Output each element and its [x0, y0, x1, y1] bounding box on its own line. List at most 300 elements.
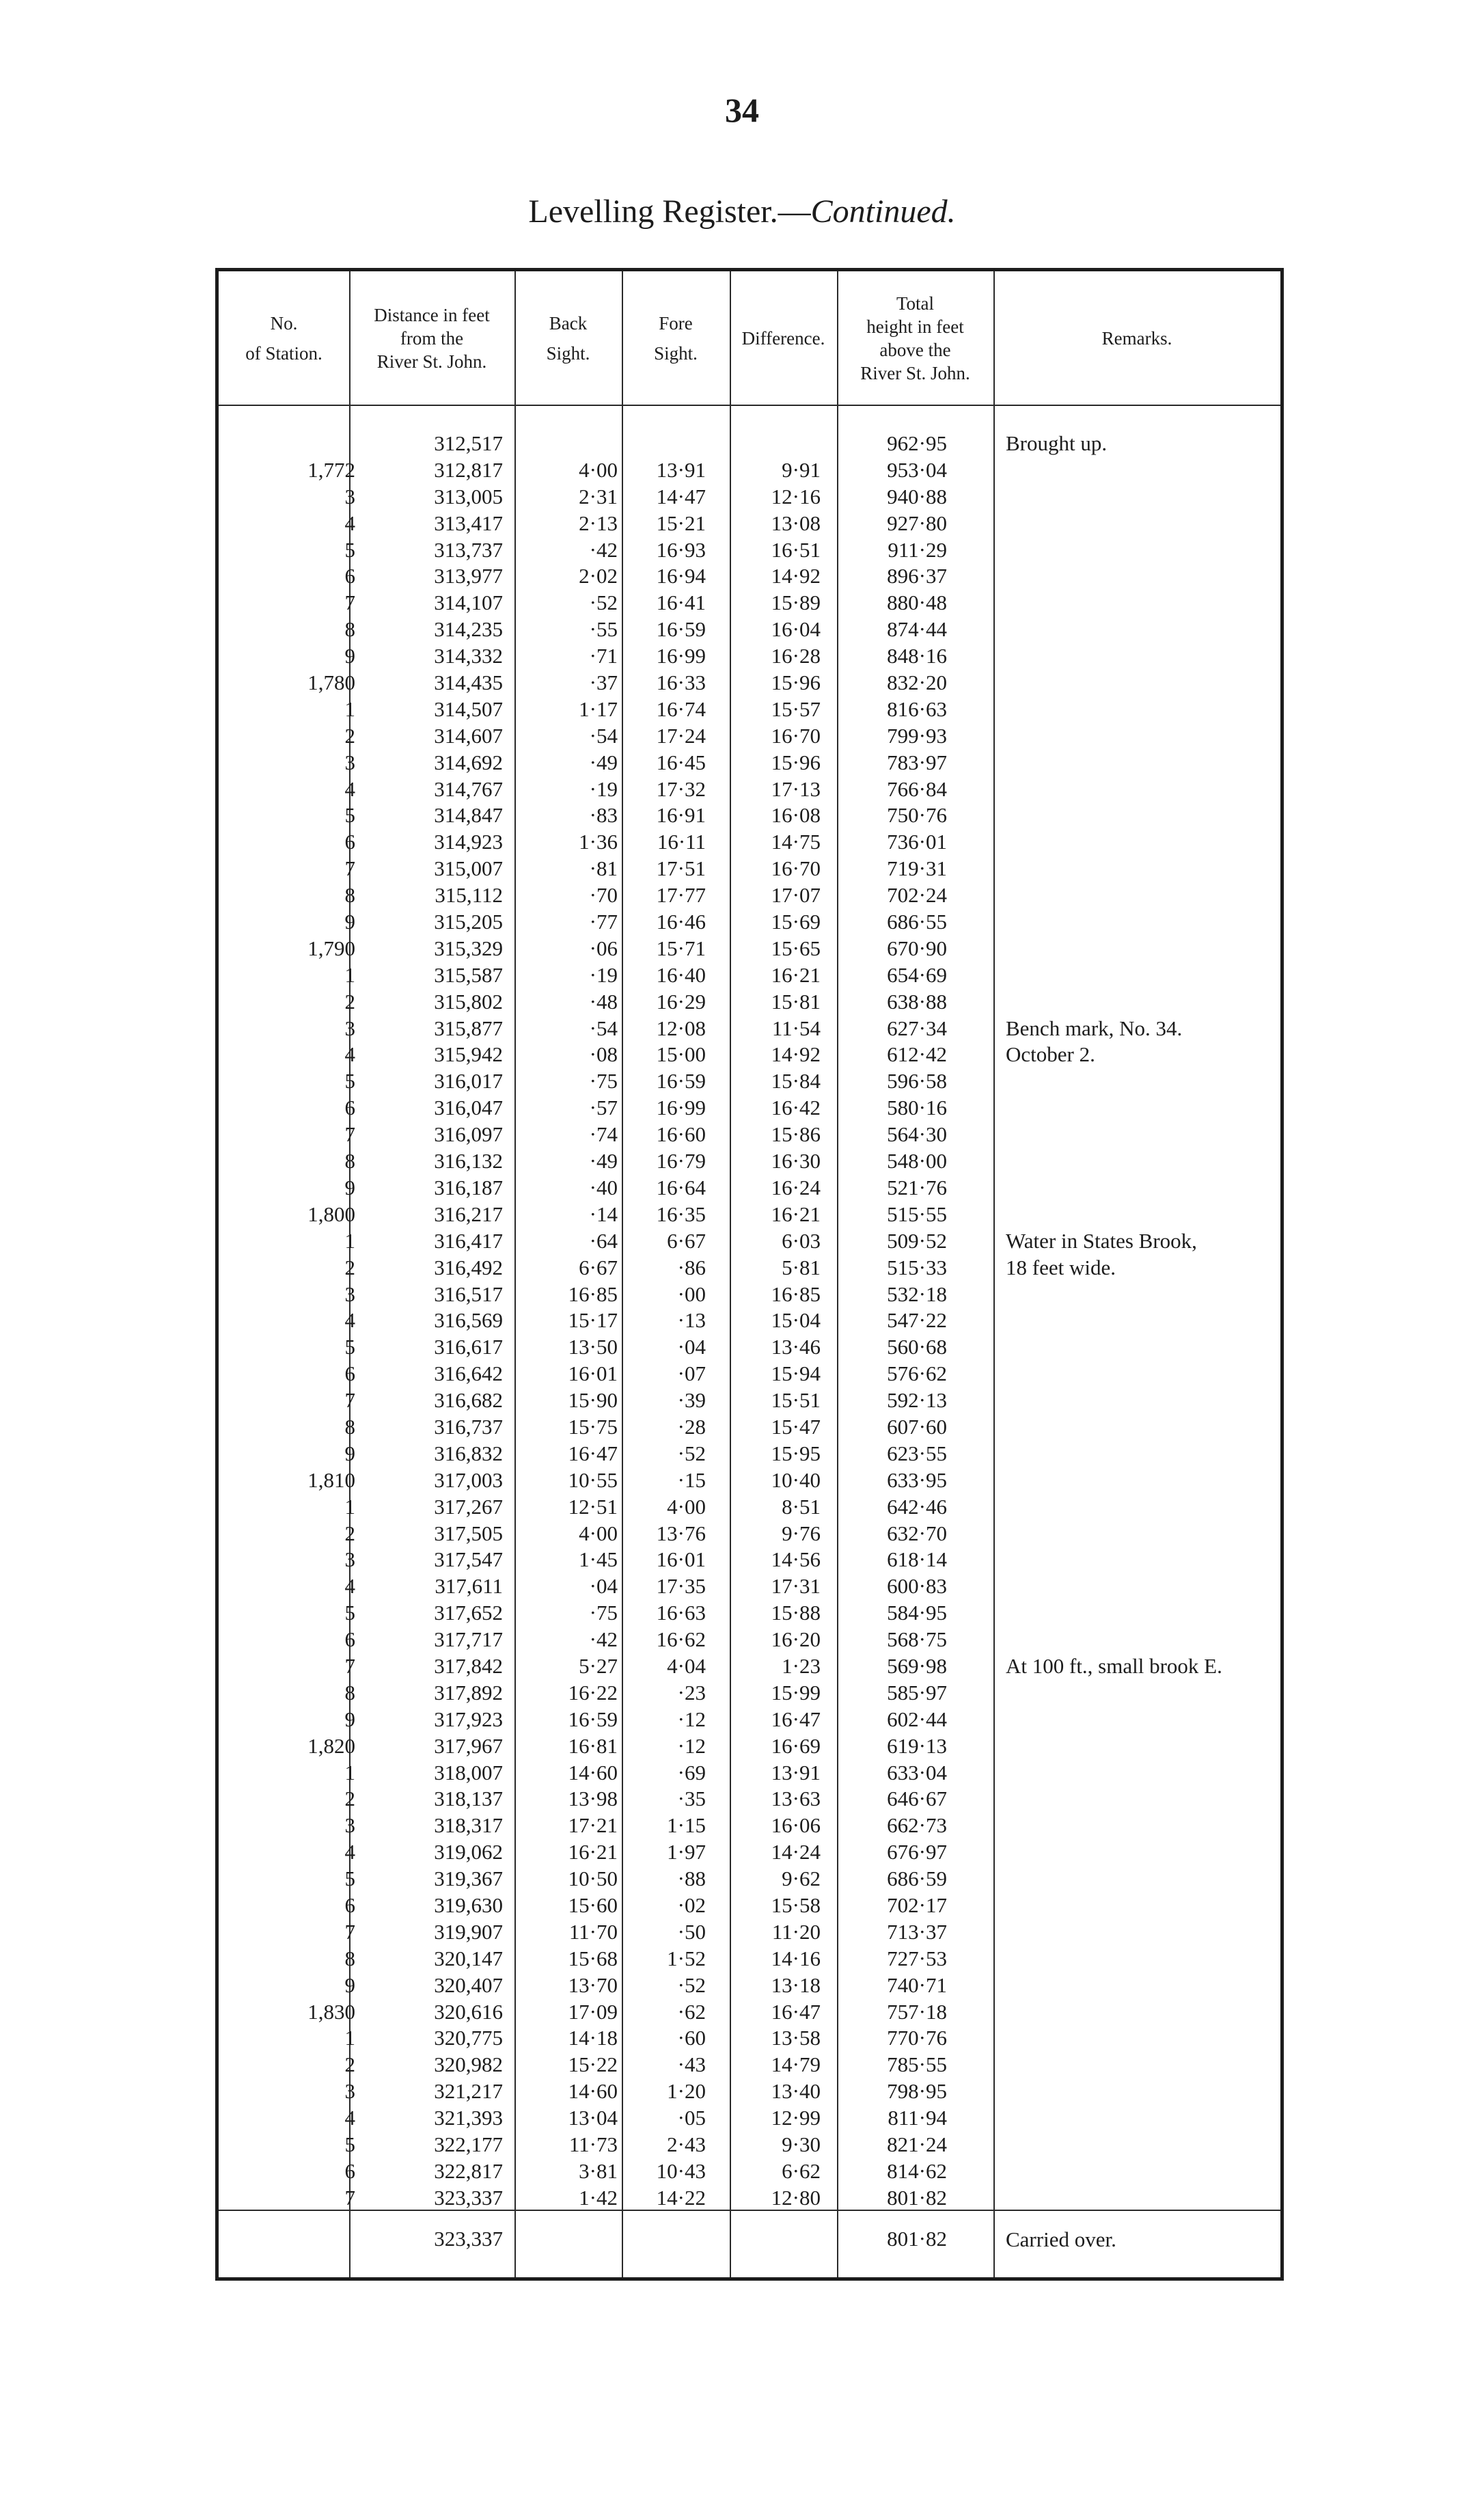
distance-cell: 320,147 [434, 1946, 503, 1970]
table-row [219, 1494, 1280, 1521]
station-number: 8 [344, 1680, 355, 1705]
total-height-cell: 676·97 [887, 1840, 947, 1864]
back-sight-cell: 17·21 [568, 1813, 618, 1838]
remark-cell: Bench mark, No. 34. [1006, 1016, 1183, 1040]
station-number: 1,772 [307, 457, 355, 482]
distance-cell: 312,817 [434, 457, 503, 482]
total-height-cell: 560·68 [887, 1335, 947, 1359]
station-number: 1 [344, 2026, 355, 2050]
total-height-cell: 662·73 [887, 1813, 947, 1838]
difference-cell: 16·08 [771, 803, 821, 828]
station-number: 1 [344, 962, 355, 987]
distance-cell: 320,775 [434, 2026, 503, 2050]
back-sight-cell: 14·60 [568, 2079, 618, 2104]
total-height-cell: 623·55 [887, 1441, 947, 1465]
fore-sight-cell: 1·20 [667, 2079, 706, 2104]
station-number: 7 [344, 1653, 355, 1678]
difference-cell: 1·23 [782, 1653, 821, 1678]
back-sight-cell: 13·98 [568, 1787, 618, 1811]
fore-sight-cell: ·02 [677, 1892, 706, 1917]
distance-cell: 316,642 [434, 1361, 503, 1386]
fore-sight-cell: ·13 [677, 1308, 706, 1333]
station-number: 4 [344, 1840, 355, 1864]
title-italic: Continued. [810, 193, 956, 230]
header-rule [219, 405, 1280, 406]
difference-cell: 15·96 [771, 750, 821, 774]
station-number: 1 [344, 1228, 355, 1253]
table-row [219, 1016, 1280, 1042]
fore-sight-cell: 1·52 [667, 1946, 706, 1970]
distance-cell: 318,317 [434, 1813, 503, 1838]
fore-sight-cell: 17·32 [656, 776, 706, 801]
distance-cell: 317,717 [434, 1627, 503, 1652]
table-row [219, 2185, 1280, 2212]
back-sight-cell: 10·50 [568, 1867, 618, 1891]
distance-cell: 316,492 [434, 1255, 503, 1279]
total-height-cell: 521·76 [887, 1175, 947, 1199]
header-text: of Station. [245, 342, 322, 364]
station-number: 9 [344, 1972, 355, 1997]
fore-sight-cell: 16·41 [656, 591, 706, 615]
fore-sight-cell: 16·45 [656, 750, 706, 774]
total-height-cell: 832·20 [887, 670, 947, 695]
difference-cell: 6·03 [782, 1228, 821, 1253]
table-row [219, 723, 1280, 750]
back-sight-cell: ·19 [589, 962, 618, 987]
difference-cell: 14·92 [771, 564, 821, 588]
station-number: 1,780 [307, 670, 355, 695]
distance-cell: 316,682 [434, 1388, 503, 1413]
table-row [219, 457, 1280, 484]
difference-cell: 15·89 [771, 591, 821, 615]
difference-cell: 16·20 [771, 1627, 821, 1652]
table-row [219, 882, 1280, 909]
difference-cell: 15·88 [771, 1601, 821, 1625]
table-row [219, 696, 1280, 723]
station-number: 5 [344, 1867, 355, 1891]
distance-cell: 315,802 [434, 989, 503, 1014]
station-number: 5 [344, 803, 355, 828]
total-height-cell: 633·04 [887, 1760, 947, 1784]
station-number: 4 [344, 2106, 355, 2130]
total-height-cell: 576·62 [887, 1361, 947, 1386]
total-height-cell: 927·80 [887, 511, 947, 535]
fore-sight-cell: ·62 [677, 1999, 706, 2024]
difference-cell: 13·63 [771, 1787, 821, 1811]
station-number: 1 [344, 1494, 355, 1519]
station-number: 7 [344, 856, 355, 881]
distance-cell: 319,367 [434, 1867, 503, 1891]
back-sight-cell: 15·22 [568, 2052, 618, 2077]
difference-cell: 15·47 [771, 1414, 821, 1439]
back-sight-cell: 15·68 [568, 1946, 618, 1970]
header-text: Distance in feet [374, 304, 490, 325]
total-height-cell: 686·59 [887, 1867, 947, 1891]
table-row [219, 962, 1280, 989]
station-number: 4 [344, 776, 355, 801]
fore-sight-cell: ·60 [677, 2026, 706, 2050]
total-height-cell: 880·48 [887, 591, 947, 615]
difference-cell: 16·47 [771, 1707, 821, 1731]
distance-cell: 317,967 [434, 1733, 503, 1758]
fore-sight-cell: 17·24 [656, 723, 706, 748]
fore-sight-cell: ·88 [677, 1867, 706, 1891]
total-height-cell: 940·88 [887, 484, 947, 508]
fore-sight-cell: ·35 [677, 1787, 706, 1811]
header-text: Sight. [546, 342, 590, 364]
station-number: 9 [344, 1175, 355, 1199]
fore-sight-cell: ·50 [677, 1919, 706, 1944]
station-number: 3 [344, 484, 355, 508]
fore-sight-cell: ·52 [677, 1441, 706, 1465]
distance-cell: 315,007 [434, 856, 503, 881]
difference-cell: 16·21 [771, 1202, 821, 1226]
back-sight-cell: ·42 [589, 537, 618, 562]
table-row [219, 936, 1280, 962]
fore-sight-cell: 15·21 [656, 511, 706, 535]
station-number: 7 [344, 2185, 355, 2210]
back-sight-cell: ·49 [589, 750, 618, 774]
total-height-cell: 592·13 [887, 1388, 947, 1413]
distance-cell: 318,137 [434, 1787, 503, 1811]
total-height-cell: 585·97 [887, 1680, 947, 1705]
distance-cell: 319,062 [434, 1840, 503, 1864]
distance-cell: 313,005 [434, 484, 503, 508]
station-number: 2 [344, 989, 355, 1014]
station-number: 3 [344, 1547, 355, 1572]
difference-cell: 16·06 [771, 1813, 821, 1838]
distance-cell: 316,017 [434, 1069, 503, 1094]
header-text: Back [549, 312, 588, 334]
difference-cell: 15·86 [771, 1122, 821, 1147]
fore-sight-cell: 4·00 [667, 1494, 706, 1519]
total-height-cell: 798·95 [887, 2079, 947, 2104]
distance-cell: 321,217 [434, 2079, 503, 2104]
station-number: 4 [344, 1308, 355, 1333]
difference-cell: 14·75 [771, 830, 821, 854]
fore-sight-cell: 16·46 [656, 910, 706, 934]
table-row [219, 1919, 1280, 1946]
difference-cell: 6·62 [782, 2158, 821, 2183]
total-height-cell: 686·55 [887, 910, 947, 934]
back-sight-cell: 15·17 [568, 1308, 618, 1333]
total-height-cell: 547·22 [887, 1308, 947, 1333]
distance-cell: 314,607 [434, 723, 503, 748]
difference-cell: 15·58 [771, 1892, 821, 1917]
station-number: 5 [344, 1335, 355, 1359]
register-rows [219, 431, 1280, 2212]
station-number: 1,810 [307, 1467, 355, 1492]
back-sight-cell: 1·45 [579, 1547, 618, 1572]
fore-sight-cell: 2·43 [667, 2132, 706, 2156]
back-sight-cell: 14·18 [568, 2026, 618, 2050]
header-text: Difference. [741, 327, 825, 349]
difference-cell: 16·30 [771, 1149, 821, 1173]
station-number: 8 [344, 883, 355, 908]
back-sight-cell: 13·70 [568, 1972, 618, 1997]
fore-sight-cell: 1·97 [667, 1840, 706, 1864]
station-number: 2 [344, 1255, 355, 1279]
table-row [219, 537, 1280, 564]
station-number: 5 [344, 2132, 355, 2156]
back-sight-cell: ·08 [589, 1042, 618, 1067]
back-sight-cell: 16·59 [568, 1707, 618, 1731]
fore-sight-cell: 17·35 [656, 1574, 706, 1599]
distance-cell: 317,842 [434, 1653, 503, 1678]
distance-cell: 312,517 [434, 431, 503, 455]
difference-cell: 9·91 [782, 457, 821, 482]
distance-cell: 319,907 [434, 1919, 503, 1944]
total-height-cell: 770·76 [887, 2026, 947, 2050]
distance-cell: 314,767 [434, 776, 503, 801]
fore-sight-cell: 16·63 [656, 1601, 706, 1625]
fore-sight-cell: 12·08 [656, 1016, 706, 1040]
back-sight-cell: ·37 [589, 670, 618, 695]
distance-cell: 316,097 [434, 1122, 503, 1147]
distance-cell: 316,217 [434, 1202, 503, 1226]
fore-sight-cell: ·86 [677, 1255, 706, 1279]
distance-cell: 316,569 [434, 1308, 503, 1333]
header-difference [730, 271, 837, 405]
header-remarks [993, 271, 1280, 405]
back-sight-cell: 16·01 [568, 1361, 618, 1386]
back-sight-cell: ·55 [589, 617, 618, 642]
back-sight-cell: ·06 [589, 936, 618, 960]
station-number: 3 [344, 1016, 355, 1040]
back-sight-cell: 15·60 [568, 1892, 618, 1917]
difference-cell: 17·07 [771, 883, 821, 908]
difference-cell: 15·65 [771, 936, 821, 960]
back-sight-cell: ·40 [589, 1175, 618, 1199]
station-number: 4 [344, 1574, 355, 1599]
distance-cell: 315,329 [434, 936, 503, 960]
table-row [219, 2105, 1280, 2132]
page-number: 34 [725, 91, 759, 129]
table-row [219, 670, 1280, 696]
total-height-cell: 642·46 [887, 1494, 947, 1519]
header-text: Remarks. [1101, 327, 1172, 349]
difference-cell: 13·08 [771, 511, 821, 535]
total-height-cell: 568·75 [887, 1627, 947, 1652]
table-row [219, 1042, 1280, 1068]
difference-cell: 14·56 [771, 1547, 821, 1572]
distance-cell: 317,003 [434, 1467, 503, 1492]
difference-cell: 16·85 [771, 1281, 821, 1306]
station-number: 1,830 [307, 1999, 355, 2024]
fore-sight-cell: 10·43 [656, 2158, 706, 2183]
table-row [219, 1414, 1280, 1441]
station-number: 8 [344, 617, 355, 642]
difference-cell: 15·96 [771, 670, 821, 695]
back-sight-cell: ·42 [589, 1627, 618, 1652]
distance-cell: 316,047 [434, 1096, 503, 1120]
total-height-cell: 569·98 [887, 1653, 947, 1678]
fore-sight-cell: ·52 [677, 1972, 706, 1997]
total-height-cell: 896·37 [887, 564, 947, 588]
fore-sight-cell: 14·47 [656, 484, 706, 508]
total-height-cell: 515·55 [887, 1202, 947, 1226]
station-number: 8 [344, 1414, 355, 1439]
total-height-cell: 509·52 [887, 1228, 947, 1253]
carried-total: 801·82 [887, 2227, 947, 2251]
distance-cell: 313,737 [434, 537, 503, 562]
fore-sight-cell: ·05 [677, 2106, 706, 2130]
back-sight-cell: ·49 [589, 1149, 618, 1173]
table-row [219, 1892, 1280, 1919]
back-sight-cell: 16·85 [568, 1281, 618, 1306]
difference-cell: 16·42 [771, 1096, 821, 1120]
total-height-cell: 821·24 [887, 2132, 947, 2156]
station-number: 9 [344, 910, 355, 934]
table-row [219, 1175, 1280, 1202]
station-number: 2 [344, 1521, 355, 1545]
station-number: 6 [344, 564, 355, 588]
difference-cell: 13·46 [771, 1335, 821, 1359]
difference-cell: 16·47 [771, 1999, 821, 2024]
fore-sight-cell: 16·79 [656, 1149, 706, 1173]
difference-cell: 12·16 [771, 484, 821, 508]
fore-sight-cell: ·15 [677, 1467, 706, 1492]
table-row [219, 1148, 1280, 1175]
back-sight-cell: 6·67 [579, 1255, 618, 1279]
table-row [219, 1255, 1280, 1281]
fore-sight-cell: 17·77 [656, 883, 706, 908]
table-row [219, 1068, 1280, 1095]
fore-sight-cell: 16·29 [656, 989, 706, 1014]
distance-cell: 314,235 [434, 617, 503, 642]
back-sight-cell: 1·36 [579, 830, 618, 854]
table-row [219, 802, 1280, 829]
header-text: River St. John. [860, 362, 970, 383]
distance-cell: 315,587 [434, 962, 503, 987]
table-row [219, 1095, 1280, 1122]
back-sight-cell: 16·22 [568, 1680, 618, 1705]
table-row [219, 1972, 1280, 1999]
table-row [219, 776, 1280, 803]
station-number: 7 [344, 591, 355, 615]
table-row [219, 750, 1280, 776]
header-text: above the [879, 339, 951, 360]
total-height-cell: 627·34 [887, 1016, 947, 1040]
distance-cell: 314,692 [434, 750, 503, 774]
fore-sight-cell: ·69 [677, 1760, 706, 1784]
total-height-cell: 816·63 [887, 696, 947, 721]
table-row [219, 511, 1280, 537]
total-height-cell: 766·84 [887, 776, 947, 801]
back-sight-cell: 16·21 [568, 1840, 618, 1864]
total-height-cell: 602·44 [887, 1707, 947, 1731]
station-number: 3 [344, 2079, 355, 2104]
total-height-cell: 874·44 [887, 617, 947, 642]
table-row [219, 1547, 1280, 1573]
fore-sight-cell: 16·74 [656, 696, 706, 721]
remark-cell: October 2. [1006, 1042, 1095, 1067]
station-number: 8 [344, 1946, 355, 1970]
total-height-cell: 596·58 [887, 1069, 947, 1094]
station-number: 6 [344, 830, 355, 854]
fore-sight-cell: 6·67 [667, 1228, 706, 1253]
fore-sight-cell: 15·71 [656, 936, 706, 960]
title-main: Levelling Register.— [528, 193, 811, 230]
back-sight-cell: ·54 [589, 723, 618, 748]
table-row [219, 563, 1280, 590]
station-number: 9 [344, 1707, 355, 1731]
station-number: 6 [344, 1361, 355, 1386]
distance-cell: 314,847 [434, 803, 503, 828]
table-row [219, 1334, 1280, 1361]
distance-cell: 321,393 [434, 2106, 503, 2130]
back-sight-cell: 1·42 [579, 2185, 618, 2210]
total-height-cell: 727·53 [887, 1946, 947, 1970]
table-row [219, 2052, 1280, 2078]
difference-cell: 16·28 [771, 644, 821, 668]
distance-cell: 317,652 [434, 1601, 503, 1625]
station-number: 2 [344, 1787, 355, 1811]
station-number: 1,790 [307, 936, 355, 960]
header-total-height [837, 271, 993, 405]
fore-sight-cell: 16·35 [656, 1202, 706, 1226]
station-number: 7 [344, 1122, 355, 1147]
difference-cell: 15·84 [771, 1069, 821, 1094]
station-number: 8 [344, 1149, 355, 1173]
table-row [219, 829, 1280, 856]
difference-cell: 17·13 [771, 776, 821, 801]
fore-sight-cell: 1·15 [667, 1813, 706, 1838]
fore-sight-cell: 16·99 [656, 1096, 706, 1120]
station-number: 3 [344, 1281, 355, 1306]
distance-cell: 314,107 [434, 591, 503, 615]
station-number: 6 [344, 1627, 355, 1652]
fore-sight-cell: ·00 [677, 1281, 706, 1306]
back-sight-cell: ·77 [589, 910, 618, 934]
fore-sight-cell: ·12 [677, 1707, 706, 1731]
station-number: 7 [344, 1388, 355, 1413]
station-number: 5 [344, 1601, 355, 1625]
total-height-cell: 962·95 [887, 431, 947, 455]
distance-cell: 314,507 [434, 696, 503, 721]
back-sight-cell: ·81 [589, 856, 618, 881]
header-distance [349, 271, 514, 405]
back-sight-cell: ·74 [589, 1122, 618, 1147]
table-row [219, 1707, 1280, 1733]
total-height-cell: 607·60 [887, 1414, 947, 1439]
back-sight-cell: 13·50 [568, 1335, 618, 1359]
difference-cell: 16·69 [771, 1733, 821, 1758]
remark-cell: 18 feet wide. [1006, 1255, 1116, 1279]
distance-cell: 318,007 [434, 1760, 503, 1784]
fore-sight-cell: 16·94 [656, 564, 706, 588]
back-sight-cell: 11·73 [568, 2132, 618, 2156]
carried-remark: Carried over. [1006, 2227, 1116, 2251]
difference-cell: 17·31 [771, 1574, 821, 1599]
back-sight-cell: ·71 [589, 644, 618, 668]
total-height-cell: 799·93 [887, 723, 947, 748]
back-sight-cell: 15·90 [568, 1388, 618, 1413]
back-sight-cell: 14·60 [568, 1760, 618, 1784]
station-number: 1,800 [307, 1202, 355, 1226]
total-height-cell: 584·95 [887, 1601, 947, 1625]
difference-cell: 16·70 [771, 856, 821, 881]
fore-sight-cell: 13·91 [656, 457, 706, 482]
distance-cell: 320,616 [434, 1999, 503, 2024]
difference-cell: 14·79 [771, 2052, 821, 2077]
header-back-sight [514, 271, 622, 405]
distance-cell: 314,435 [434, 670, 503, 695]
total-height-cell: 638·88 [887, 989, 947, 1014]
distance-cell: 313,417 [434, 511, 503, 535]
header-text: Total [896, 293, 935, 314]
distance-cell: 315,112 [435, 883, 503, 908]
